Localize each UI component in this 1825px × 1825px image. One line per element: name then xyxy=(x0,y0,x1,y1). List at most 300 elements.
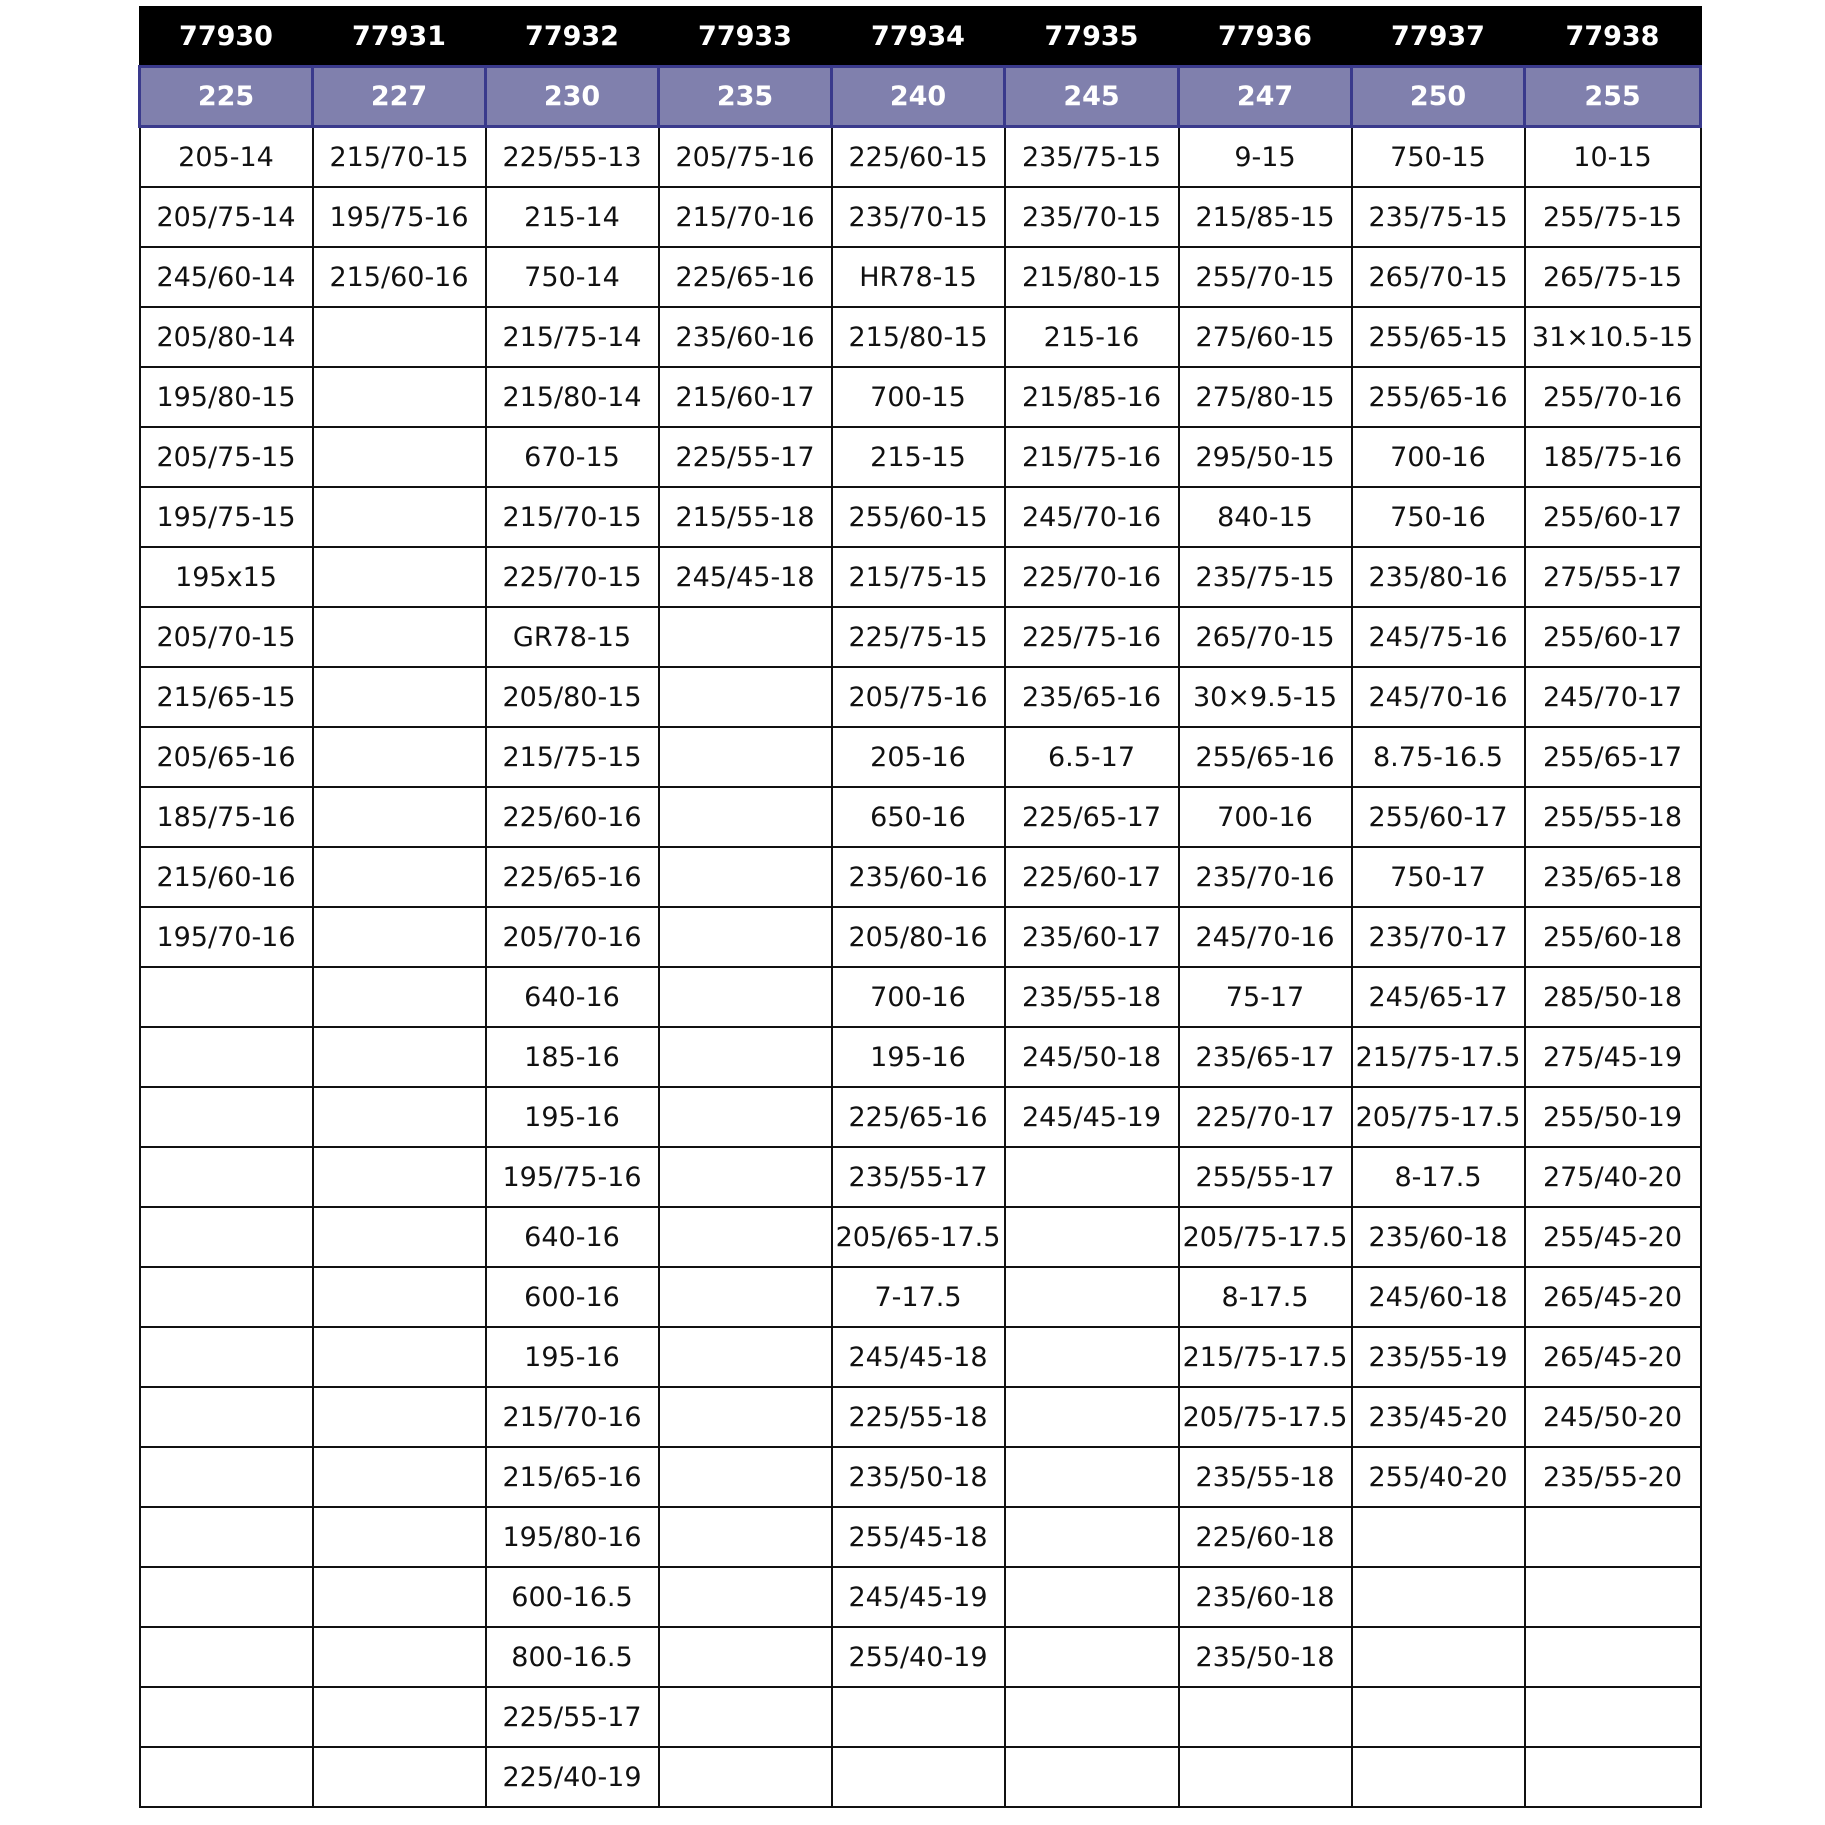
tire-size-cell: 245/50-20 xyxy=(1525,1387,1701,1447)
tire-size-cell xyxy=(659,1507,832,1567)
part-number-header: 77930 xyxy=(140,7,313,67)
tire-size-cell: 215/75-16 xyxy=(1005,427,1179,487)
tire-size-cell xyxy=(1005,1327,1179,1387)
tire-size-cell: 215/70-15 xyxy=(486,487,659,547)
tire-size-cell: 265/70-15 xyxy=(1352,247,1525,307)
tire-size-cell: 205/70-15 xyxy=(140,607,313,667)
tire-size-cell: 195/80-15 xyxy=(140,367,313,427)
tire-size-cell: 215/75-14 xyxy=(486,307,659,367)
tire-size-cell: 235/75-15 xyxy=(1005,127,1179,188)
tire-size-cell: 205/80-16 xyxy=(832,907,1005,967)
tire-size-cell xyxy=(659,607,832,667)
tire-size-cell xyxy=(313,547,486,607)
tire-size-cell: 235/45-20 xyxy=(1352,1387,1525,1447)
tire-size-cell: 670-15 xyxy=(486,427,659,487)
tire-size-cell xyxy=(659,667,832,727)
tire-size-cell: 225/60-18 xyxy=(1179,1507,1352,1567)
tire-size-cell: 600-16 xyxy=(486,1267,659,1327)
tire-size-cell: 225/60-15 xyxy=(832,127,1005,188)
tire-size-cell xyxy=(313,1267,486,1327)
part-number-header: 77935 xyxy=(1005,7,1179,67)
tire-size-cell: 275/60-15 xyxy=(1179,307,1352,367)
tire-size-cell xyxy=(313,847,486,907)
tire-size-cell: 255/60-15 xyxy=(832,487,1005,547)
table-row xyxy=(140,547,1701,607)
tire-size-cell: 255/60-17 xyxy=(1352,787,1525,847)
tire-size-cell: 215/80-15 xyxy=(832,307,1005,367)
tire-size-cell: 195/75-16 xyxy=(313,187,486,247)
tire-size-cell: 235/75-15 xyxy=(1179,547,1352,607)
tire-size-cell: 255/60-18 xyxy=(1525,907,1701,967)
tire-size-cell: HR78-15 xyxy=(832,247,1005,307)
tire-size-cell: 255/60-17 xyxy=(1525,487,1701,547)
tire-size-cell: 10-15 xyxy=(1525,127,1701,188)
tire-size-cell xyxy=(1005,1507,1179,1567)
tire-size-cell: 235/70-15 xyxy=(1005,187,1179,247)
tire-size-cell: 215/75-17.5 xyxy=(1352,1027,1525,1087)
tire-size-cell: 215/55-18 xyxy=(659,487,832,547)
table-row xyxy=(140,187,1701,247)
part-number-header-row xyxy=(140,7,1701,67)
part-number-header: 77938 xyxy=(1525,7,1701,67)
size-header: 225 xyxy=(140,67,313,127)
tire-size-cell: 235/70-16 xyxy=(1179,847,1352,907)
tire-size-cell: 31×10.5-15 xyxy=(1525,307,1701,367)
tire-size-cell: 225/55-17 xyxy=(486,1687,659,1747)
tire-size-cell: 225/55-17 xyxy=(659,427,832,487)
tire-size-cell: 235/60-17 xyxy=(1005,907,1179,967)
tire-size-cell: 255/50-19 xyxy=(1525,1087,1701,1147)
tire-size-cell xyxy=(832,1747,1005,1807)
tire-size-cell: 235/70-15 xyxy=(832,187,1005,247)
tire-size-cell: 800-16.5 xyxy=(486,1627,659,1687)
tire-size-cell xyxy=(659,967,832,1027)
tire-size-cell: 30×9.5-15 xyxy=(1179,667,1352,727)
tire-size-cell xyxy=(313,667,486,727)
tire-size-cell: 295/50-15 xyxy=(1179,427,1352,487)
tire-size-cell xyxy=(313,607,486,667)
tire-size-cell xyxy=(659,1627,832,1687)
tire-size-cell: 245/65-17 xyxy=(1352,967,1525,1027)
table-row xyxy=(140,667,1701,727)
tire-size-cell: 245/70-17 xyxy=(1525,667,1701,727)
tire-size-cell: 215/60-17 xyxy=(659,367,832,427)
tire-size-cell xyxy=(313,1447,486,1507)
tire-size-cell xyxy=(140,1027,313,1087)
tire-size-body xyxy=(140,127,1701,1808)
tire-size-cell: 205/75-16 xyxy=(832,667,1005,727)
tire-size-cell: 700-15 xyxy=(832,367,1005,427)
tire-size-cell xyxy=(313,367,486,427)
tire-size-cell: 245/70-16 xyxy=(1179,907,1352,967)
tire-size-cell xyxy=(313,1027,486,1087)
tire-size-cell xyxy=(1005,1447,1179,1507)
tire-size-cell xyxy=(313,967,486,1027)
tire-size-cell xyxy=(1352,1567,1525,1627)
tire-size-cell: 185/75-16 xyxy=(140,787,313,847)
tire-size-cell xyxy=(659,847,832,907)
table-row xyxy=(140,907,1701,967)
tire-size-cell xyxy=(1352,1627,1525,1687)
tire-size-cell xyxy=(140,1747,313,1807)
tire-size-cell: 235/60-18 xyxy=(1179,1567,1352,1627)
tire-size-cell: 215-14 xyxy=(486,187,659,247)
tire-size-cell xyxy=(1005,1387,1179,1447)
tire-size-chart xyxy=(138,6,1702,1808)
tire-size-cell: 245/45-18 xyxy=(659,547,832,607)
tire-size-cell: 215/75-17.5 xyxy=(1179,1327,1352,1387)
tire-size-cell xyxy=(659,727,832,787)
size-header: 255 xyxy=(1525,67,1701,127)
tire-size-cell: 235/80-16 xyxy=(1352,547,1525,607)
size-header: 227 xyxy=(313,67,486,127)
tire-size-cell xyxy=(313,1687,486,1747)
tire-size-cell: 225/55-18 xyxy=(832,1387,1005,1447)
tire-size-cell: 215/65-15 xyxy=(140,667,313,727)
tire-size-cell xyxy=(140,1147,313,1207)
tire-size-cell: 265/75-15 xyxy=(1525,247,1701,307)
tire-size-cell: 215/70-15 xyxy=(313,127,486,188)
tire-size-cell: 840-15 xyxy=(1179,487,1352,547)
table-row xyxy=(140,487,1701,547)
tire-size-cell: 205/75-17.5 xyxy=(1352,1087,1525,1147)
tire-size-cell xyxy=(832,1687,1005,1747)
size-header: 235 xyxy=(659,67,832,127)
tire-size-cell: 205/65-16 xyxy=(140,727,313,787)
tire-size-cell xyxy=(1005,1147,1179,1207)
tire-size-cell: 275/40-20 xyxy=(1525,1147,1701,1207)
tire-size-cell: 215/60-16 xyxy=(313,247,486,307)
tire-size-cell xyxy=(659,907,832,967)
tire-size-cell: 225/70-17 xyxy=(1179,1087,1352,1147)
table-row xyxy=(140,1267,1701,1327)
tire-size-cell xyxy=(313,307,486,367)
size-header: 245 xyxy=(1005,67,1179,127)
tire-size-cell xyxy=(1352,1507,1525,1567)
tire-size-cell: 255/70-15 xyxy=(1179,247,1352,307)
tire-size-cell: 225/60-16 xyxy=(486,787,659,847)
table-row xyxy=(140,1747,1701,1807)
tire-size-cell: 205/75-17.5 xyxy=(1179,1387,1352,1447)
tire-size-cell xyxy=(313,1147,486,1207)
tire-size-cell xyxy=(659,1147,832,1207)
tire-size-cell xyxy=(313,1327,486,1387)
tire-size-cell: 195-16 xyxy=(486,1087,659,1147)
part-number-header: 77934 xyxy=(832,7,1005,67)
table-row xyxy=(140,1687,1701,1747)
tire-size-cell: 235/65-16 xyxy=(1005,667,1179,727)
tire-size-cell xyxy=(313,1627,486,1687)
part-number-header: 77937 xyxy=(1352,7,1525,67)
tire-size-cell xyxy=(313,727,486,787)
size-header: 250 xyxy=(1352,67,1525,127)
table-row xyxy=(140,367,1701,427)
table-row xyxy=(140,247,1701,307)
tire-size-cell xyxy=(1005,1687,1179,1747)
part-number-header: 77931 xyxy=(313,7,486,67)
tire-size-cell: 255/55-17 xyxy=(1179,1147,1352,1207)
size-header-row xyxy=(140,67,1701,127)
tire-size-cell: 275/55-17 xyxy=(1525,547,1701,607)
tire-size-cell: 245/70-16 xyxy=(1352,667,1525,727)
tire-size-cell: 9-15 xyxy=(1179,127,1352,188)
tire-size-cell: 205/75-15 xyxy=(140,427,313,487)
tire-size-cell: 215/75-15 xyxy=(832,547,1005,607)
tire-size-cell xyxy=(659,1087,832,1147)
tire-size-cell: 750-15 xyxy=(1352,127,1525,188)
table-row xyxy=(140,967,1701,1027)
tire-size-cell: 235/65-18 xyxy=(1525,847,1701,907)
size-header: 240 xyxy=(832,67,1005,127)
tire-size-cell xyxy=(1525,1687,1701,1747)
tire-size-cell: 255/45-20 xyxy=(1525,1207,1701,1267)
tire-size-cell: 235/55-19 xyxy=(1352,1327,1525,1387)
tire-size-cell: 650-16 xyxy=(832,787,1005,847)
tire-size-cell: 700-16 xyxy=(1179,787,1352,847)
tire-size-cell: 255/40-20 xyxy=(1352,1447,1525,1507)
tire-size-cell xyxy=(140,967,313,1027)
tire-size-cell: 6.5-17 xyxy=(1005,727,1179,787)
table-row xyxy=(140,307,1701,367)
tire-size-cell xyxy=(313,1087,486,1147)
tire-size-cell: 235/55-20 xyxy=(1525,1447,1701,1507)
tire-size-cell: 185/75-16 xyxy=(1525,427,1701,487)
tire-size-cell xyxy=(313,487,486,547)
tire-size-cell xyxy=(313,1507,486,1567)
tire-size-cell: 205/80-14 xyxy=(140,307,313,367)
tire-size-cell: 195/70-16 xyxy=(140,907,313,967)
tire-size-cell: 225/40-19 xyxy=(486,1747,659,1807)
table-row xyxy=(140,1327,1701,1387)
tire-size-cell: 235/70-17 xyxy=(1352,907,1525,967)
tire-size-cell: 205/75-14 xyxy=(140,187,313,247)
tire-size-cell xyxy=(140,1627,313,1687)
tire-size-cell: 700-16 xyxy=(1352,427,1525,487)
tire-size-cell: 265/45-20 xyxy=(1525,1267,1701,1327)
tire-size-cell xyxy=(313,1747,486,1807)
tire-size-cell: 235/60-18 xyxy=(1352,1207,1525,1267)
tire-size-cell xyxy=(1005,1567,1179,1627)
tire-size-cell: 700-16 xyxy=(832,967,1005,1027)
tire-size-cell xyxy=(313,1207,486,1267)
tire-size-cell: 640-16 xyxy=(486,967,659,1027)
part-number-header: 77936 xyxy=(1179,7,1352,67)
tire-size-cell: 255/40-19 xyxy=(832,1627,1005,1687)
tire-size-cell xyxy=(659,1267,832,1327)
tire-size-cell: 195/75-16 xyxy=(486,1147,659,1207)
table-row xyxy=(140,1447,1701,1507)
tire-size-cell: 285/50-18 xyxy=(1525,967,1701,1027)
tire-size-cell: 235/60-16 xyxy=(659,307,832,367)
tire-size-cell: 8-17.5 xyxy=(1179,1267,1352,1327)
tire-size-cell xyxy=(1179,1687,1352,1747)
tire-size-cell: 75-17 xyxy=(1179,967,1352,1027)
tire-size-cell: 255/75-15 xyxy=(1525,187,1701,247)
tire-size-cell: 235/55-18 xyxy=(1005,967,1179,1027)
tire-size-cell: 215/85-15 xyxy=(1179,187,1352,247)
tire-size-cell: 245/45-18 xyxy=(832,1327,1005,1387)
size-header: 247 xyxy=(1179,67,1352,127)
tire-size-cell: 235/50-18 xyxy=(832,1447,1005,1507)
tire-size-cell: 255/65-16 xyxy=(1352,367,1525,427)
tire-size-cell: 225/75-16 xyxy=(1005,607,1179,667)
tire-size-cell xyxy=(140,1567,313,1627)
tire-size-cell xyxy=(140,1387,313,1447)
tire-size-cell xyxy=(659,1747,832,1807)
size-header: 230 xyxy=(486,67,659,127)
tire-size-cell xyxy=(1005,1627,1179,1687)
tire-size-cell xyxy=(313,1567,486,1627)
table-row xyxy=(140,847,1701,907)
tire-size-cell: 8.75-16.5 xyxy=(1352,727,1525,787)
table-row xyxy=(140,607,1701,667)
tire-size-cell: 255/60-17 xyxy=(1525,607,1701,667)
tire-size-cell xyxy=(659,1447,832,1507)
tire-size-cell xyxy=(659,1387,832,1447)
tire-size-cell xyxy=(659,1327,832,1387)
tire-size-cell xyxy=(313,427,486,487)
tire-size-cell xyxy=(1525,1567,1701,1627)
tire-size-cell: 245/60-18 xyxy=(1352,1267,1525,1327)
tire-size-cell xyxy=(140,1207,313,1267)
tire-size-cell xyxy=(659,1027,832,1087)
tire-size-cell: 195-16 xyxy=(486,1327,659,1387)
tire-size-cell: 215/80-15 xyxy=(1005,247,1179,307)
tire-size-cell: 750-17 xyxy=(1352,847,1525,907)
tire-size-cell: 7-17.5 xyxy=(832,1267,1005,1327)
tire-size-cell: 205/80-15 xyxy=(486,667,659,727)
tire-size-cell: 235/60-16 xyxy=(832,847,1005,907)
tire-size-cell: 245/70-16 xyxy=(1005,487,1179,547)
tire-size-cell xyxy=(313,907,486,967)
table-row xyxy=(140,1087,1701,1147)
tire-size-cell xyxy=(313,787,486,847)
tire-size-cell xyxy=(1352,1687,1525,1747)
table-row xyxy=(140,1627,1701,1687)
tire-size-cell: 235/55-18 xyxy=(1179,1447,1352,1507)
table-row xyxy=(140,1027,1701,1087)
part-number-header: 77932 xyxy=(486,7,659,67)
tire-size-cell xyxy=(1005,1207,1179,1267)
table-row xyxy=(140,1147,1701,1207)
tire-size-cell: 255/55-18 xyxy=(1525,787,1701,847)
tire-size-cell xyxy=(1525,1747,1701,1807)
tire-size-cell: 265/45-20 xyxy=(1525,1327,1701,1387)
part-number-header: 77933 xyxy=(659,7,832,67)
tire-size-cell: 275/45-19 xyxy=(1525,1027,1701,1087)
tire-size-cell: 185-16 xyxy=(486,1027,659,1087)
tire-size-cell: 255/45-18 xyxy=(832,1507,1005,1567)
tire-size-cell xyxy=(1352,1747,1525,1807)
tire-size-cell: GR78-15 xyxy=(486,607,659,667)
tire-size-cell: 600-16.5 xyxy=(486,1567,659,1627)
tire-size-cell: 215/80-14 xyxy=(486,367,659,427)
tire-size-cell: 205/65-17.5 xyxy=(832,1207,1005,1267)
tire-size-cell: 205/75-16 xyxy=(659,127,832,188)
tire-size-cell: 225/70-15 xyxy=(486,547,659,607)
tire-size-cell: 225/60-17 xyxy=(1005,847,1179,907)
tire-size-cell xyxy=(1005,1747,1179,1807)
tire-size-cell xyxy=(140,1087,313,1147)
tire-size-cell: 215/70-16 xyxy=(486,1387,659,1447)
tire-size-cell: 205-16 xyxy=(832,727,1005,787)
tire-size-cell xyxy=(140,1687,313,1747)
tire-size-cell: 225/65-16 xyxy=(486,847,659,907)
table-row xyxy=(140,1567,1701,1627)
tire-size-cell: 255/65-17 xyxy=(1525,727,1701,787)
tire-size-cell: 235/65-17 xyxy=(1179,1027,1352,1087)
tire-size-cell xyxy=(140,1267,313,1327)
tire-size-cell xyxy=(659,1567,832,1627)
table-row xyxy=(140,1387,1701,1447)
tire-size-cell xyxy=(313,1387,486,1447)
tire-size-cell: 195x15 xyxy=(140,547,313,607)
tire-size-cell: 215/65-16 xyxy=(486,1447,659,1507)
table-row xyxy=(140,427,1701,487)
tire-size-cell xyxy=(659,1687,832,1747)
tire-size-cell: 215-16 xyxy=(1005,307,1179,367)
tire-size-cell: 640-16 xyxy=(486,1207,659,1267)
tire-size-cell: 225/65-17 xyxy=(1005,787,1179,847)
tire-size-cell: 225/55-13 xyxy=(486,127,659,188)
tire-size-cell: 245/60-14 xyxy=(140,247,313,307)
tire-size-cell xyxy=(1525,1627,1701,1687)
table-row xyxy=(140,1207,1701,1267)
tire-size-cell: 235/50-18 xyxy=(1179,1627,1352,1687)
tire-size-cell: 255/65-15 xyxy=(1352,307,1525,367)
tire-size-cell: 205-14 xyxy=(140,127,313,188)
tire-size-cell xyxy=(659,1207,832,1267)
tire-size-cell: 245/45-19 xyxy=(832,1567,1005,1627)
tire-size-cell: 225/75-15 xyxy=(832,607,1005,667)
tire-size-cell: 235/55-17 xyxy=(832,1147,1005,1207)
tire-size-cell: 215/85-16 xyxy=(1005,367,1179,427)
tire-size-cell: 195/75-15 xyxy=(140,487,313,547)
table-row xyxy=(140,1507,1701,1567)
tire-size-cell xyxy=(140,1507,313,1567)
tire-size-cell: 225/70-16 xyxy=(1005,547,1179,607)
tire-size-cell xyxy=(1179,1747,1352,1807)
tire-size-cell: 215/70-16 xyxy=(659,187,832,247)
tire-size-cell: 215/60-16 xyxy=(140,847,313,907)
tire-size-cell: 750-16 xyxy=(1352,487,1525,547)
tire-size-cell: 8-17.5 xyxy=(1352,1147,1525,1207)
tire-size-cell: 245/75-16 xyxy=(1352,607,1525,667)
table-row xyxy=(140,727,1701,787)
tire-size-cell: 255/65-16 xyxy=(1179,727,1352,787)
tire-size-cell: 265/70-15 xyxy=(1179,607,1352,667)
tire-size-cell: 255/70-16 xyxy=(1525,367,1701,427)
tire-size-cell xyxy=(140,1447,313,1507)
tire-size-cell: 205/70-16 xyxy=(486,907,659,967)
tire-size-cell xyxy=(1525,1507,1701,1567)
tire-size-cell: 750-14 xyxy=(486,247,659,307)
tire-size-cell: 235/75-15 xyxy=(1352,187,1525,247)
tire-size-cell: 225/65-16 xyxy=(659,247,832,307)
table-row xyxy=(140,127,1701,188)
tire-size-cell: 195/80-16 xyxy=(486,1507,659,1567)
tire-size-cell: 215/75-15 xyxy=(486,727,659,787)
tire-size-cell xyxy=(1005,1267,1179,1327)
tire-size-cell: 205/75-17.5 xyxy=(1179,1207,1352,1267)
tire-size-cell: 245/45-19 xyxy=(1005,1087,1179,1147)
tire-size-cell xyxy=(140,1327,313,1387)
tire-size-cell: 225/65-16 xyxy=(832,1087,1005,1147)
tire-size-cell: 195-16 xyxy=(832,1027,1005,1087)
tire-size-cell xyxy=(659,787,832,847)
tire-size-cell: 245/50-18 xyxy=(1005,1027,1179,1087)
tire-size-cell: 215-15 xyxy=(832,427,1005,487)
